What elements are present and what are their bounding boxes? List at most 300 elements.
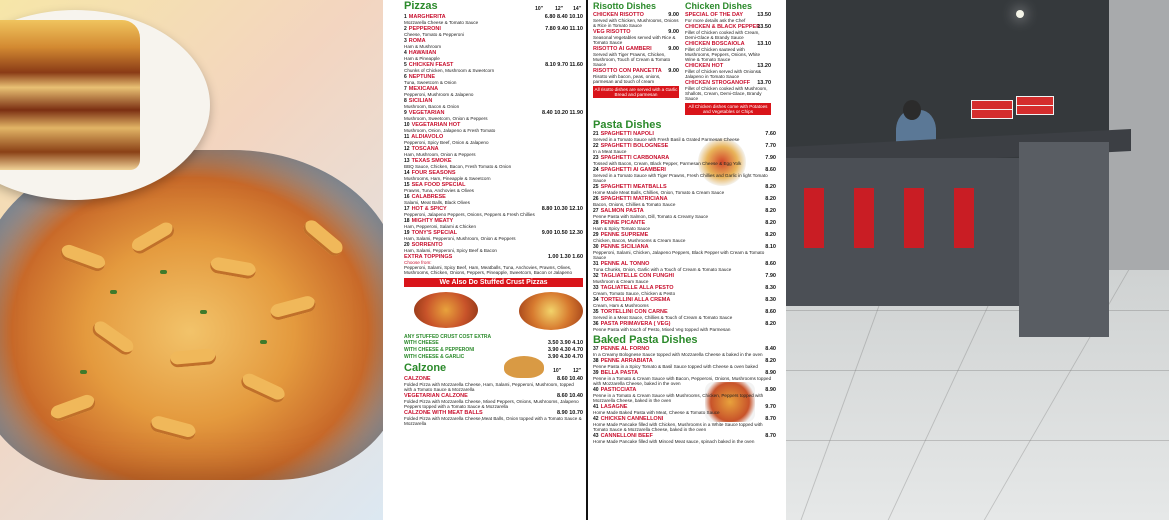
menu-column-left bbox=[404, 0, 583, 427]
stuffed-crust-row bbox=[404, 347, 583, 353]
item-number: 21 bbox=[593, 131, 599, 137]
item-number: 38 bbox=[593, 358, 599, 364]
extra-toppings bbox=[404, 254, 583, 275]
chicken-list bbox=[685, 12, 771, 101]
item-price: 8.20 bbox=[765, 358, 776, 364]
menu-item bbox=[593, 297, 776, 308]
menu-item bbox=[404, 134, 583, 145]
menu-item bbox=[593, 309, 776, 320]
counter-front bbox=[786, 158, 1021, 306]
item-description: Ham, Salami, Pepperoni, Mushroom, Onion & Peppers bbox=[404, 236, 516, 241]
item-name: CHICKEN BOSCAIOLA bbox=[685, 41, 745, 47]
item-number: 24 bbox=[593, 167, 599, 173]
menu-item bbox=[404, 218, 583, 229]
item-number: 9 bbox=[404, 110, 407, 116]
item-description: Home Made Meat Balls, Chillies, Onion, Tomato & Cream Sauce bbox=[593, 190, 725, 195]
item-price: 8.20 bbox=[765, 220, 776, 226]
item-name: CHICKEN STROGANOFF bbox=[685, 80, 751, 86]
floor bbox=[786, 270, 1169, 520]
item-name: TOSCANA bbox=[411, 146, 439, 152]
extra-toppings-choose: Choose from: bbox=[404, 260, 432, 265]
stuffed-crust-prices: 3.50 3.90 4.10 bbox=[547, 340, 583, 346]
item-price: 9.00 bbox=[668, 12, 679, 18]
item-description: Prawns, Tuna, Anchovies & Olives bbox=[404, 188, 474, 193]
item-name: TAGLIATELLE ALLA PESTO bbox=[600, 285, 674, 291]
item-name: SICILIAN bbox=[408, 98, 433, 104]
item-price: 13.50 bbox=[757, 12, 771, 18]
menu-item bbox=[593, 370, 776, 386]
item-name: SPECIAL OF THE DAY bbox=[685, 12, 744, 18]
item-description: Tuna Chunks, Onion, Garlic with a Touch of Cream & Tomato Sauce bbox=[593, 267, 732, 272]
menu-item bbox=[685, 12, 771, 23]
item-description: Penne Pasta with Salmon, Dill, Tomato & Creamy Sauce bbox=[593, 214, 709, 219]
stuffed-crust-label: WITH CHEESE bbox=[404, 340, 439, 346]
extra-toppings-desc: Pepperoni, Salami, Spicy Beef, Ham, Meatballs, Tuna, Anchovies, Prawns, Olives, Mushrooms, Chicken, Onions, Peppers, Pineapple, Sweetcorn, Bacon or Jalapeno bbox=[404, 265, 573, 275]
menu-item bbox=[593, 12, 679, 28]
item-number: 28 bbox=[593, 220, 599, 226]
item-name: HOT & SPICY bbox=[411, 206, 447, 212]
extra-toppings-label: EXTRA TOPPINGS bbox=[404, 254, 453, 260]
item-number: 3 bbox=[404, 38, 407, 44]
menu-item bbox=[404, 242, 583, 253]
item-description: Risotto with bacon, peas, onions, parmesan and touch of cream bbox=[593, 74, 661, 84]
menu-item bbox=[404, 230, 583, 241]
stuffed-crust-label: WITH CHEESE & GARLIC bbox=[404, 354, 465, 360]
menu-item bbox=[404, 194, 583, 205]
item-name: TONY'S SPECIAL bbox=[411, 230, 458, 236]
menu-item bbox=[404, 393, 583, 409]
item-description: Cream, Ham & Mushrooms bbox=[593, 303, 649, 308]
item-name: PASTA PRIMAVERA ( VEG) bbox=[600, 321, 671, 327]
menu-item bbox=[593, 416, 776, 432]
menu-item bbox=[404, 86, 583, 97]
menu-item bbox=[593, 46, 679, 67]
menu-item bbox=[593, 208, 776, 219]
item-description: Chicken, Bacon, Mushrooms & Cream Sauce bbox=[593, 238, 686, 243]
item-description: Cream, Tomato Sauce, Chicken & Pesto bbox=[593, 291, 676, 296]
item-number: 2 bbox=[404, 26, 407, 32]
stuffed-crust-banner: We Also Do Stuffed Crust Pizzas bbox=[404, 278, 583, 287]
stuffed-crust-row bbox=[404, 340, 583, 346]
item-description: Mushroom, Sweetcorn, Onion & Peppers bbox=[404, 116, 488, 121]
item-description: Served in a Tomato Sauce with Fresh Basil & Grated Parmesan Cheese bbox=[593, 137, 740, 142]
item-number: 15 bbox=[404, 182, 410, 188]
calzone-size-12: 12" bbox=[573, 368, 581, 374]
menu-divider bbox=[586, 0, 588, 520]
item-number: 23 bbox=[593, 155, 599, 161]
item-price: 8.90 bbox=[765, 387, 776, 393]
item-price: 9.00 10.50 12.30 bbox=[541, 230, 583, 236]
item-description: Salami, Meat Balls, Black Olives bbox=[404, 200, 470, 205]
item-name: PENNE AL FORNO bbox=[600, 346, 650, 352]
item-number: 41 bbox=[593, 404, 599, 410]
pizzas-title: Pizzas bbox=[404, 0, 438, 12]
menu-item bbox=[404, 26, 583, 37]
item-description: Penne Pasta with touch of Pesto, Mixed Veg topped with Parmesan bbox=[593, 327, 731, 332]
pizzeria-counter-photo bbox=[786, 0, 1169, 520]
chicken-title: Chicken Dishes bbox=[685, 1, 753, 11]
calzone-image bbox=[504, 356, 544, 378]
calzone-list bbox=[404, 376, 583, 426]
item-name: TEXAS SMOKE bbox=[411, 158, 452, 164]
item-price: 8.60 bbox=[765, 261, 776, 267]
item-price: 8.70 bbox=[765, 416, 776, 422]
item-price: 8.60 10.40 bbox=[557, 376, 583, 382]
chicken-note: All Chicken dishes come with Potatoes and Vegetables or Chips bbox=[685, 103, 771, 115]
item-description: Ham, Pepperoni, Salami & Chicken bbox=[404, 224, 477, 229]
red-panel bbox=[804, 188, 824, 248]
chicken-section bbox=[685, 0, 771, 115]
item-number: 43 bbox=[593, 433, 599, 439]
item-name: PENNE AL TONNO bbox=[600, 261, 650, 267]
item-name: TAGLIATELLE CON FUNGHI bbox=[600, 273, 674, 279]
stuffed-crust-list bbox=[404, 340, 583, 360]
red-panel bbox=[954, 188, 974, 248]
pizza-list bbox=[404, 14, 583, 253]
item-description: Served in a Tomato Sauce with Tiger Prawns, Fresh Chillies and Garlic in light Tomato Sauce bbox=[593, 173, 768, 183]
item-number: 37 bbox=[593, 346, 599, 352]
item-number: 35 bbox=[593, 309, 599, 315]
item-description: Served in a Meat Sauce, Chillies & Touch of Cream & Tomato Sauce bbox=[593, 315, 733, 320]
item-price: 8.90 10.70 bbox=[557, 410, 583, 416]
item-description: Penne Pasta in a Spicy Tomato & Basil Sauce topped with Cheese & oven baked bbox=[593, 364, 758, 369]
item-name: PASTICCIATA bbox=[600, 387, 637, 393]
item-name: HAWAIIAN bbox=[408, 50, 437, 56]
menu-item bbox=[593, 155, 776, 166]
item-price: 8.90 bbox=[765, 370, 776, 376]
pasta-list bbox=[593, 131, 776, 332]
menu-item bbox=[404, 376, 583, 392]
item-description: Penne in a Tomato & Cream Sauce with Bacon, Pepperoni, Onions, Mushrooms topped with Mozzarella Cheese, baked in the oven bbox=[593, 376, 772, 386]
menu-item bbox=[593, 358, 776, 369]
red-panel bbox=[854, 188, 874, 248]
item-price: 8.20 bbox=[765, 196, 776, 202]
red-panel bbox=[904, 188, 924, 248]
item-price: 8.20 bbox=[765, 321, 776, 327]
menu-item bbox=[404, 110, 583, 121]
item-description: Home Made Pancake filled with Chicken, Mushrooms in a White Sauce topped with Tomato Sauce & Mozzarella Cheese, baked in the oven bbox=[593, 422, 763, 432]
item-price: 8.20 bbox=[765, 184, 776, 190]
pizza-box bbox=[1016, 105, 1054, 115]
menu-item bbox=[404, 122, 583, 133]
size-10: 10" bbox=[535, 6, 543, 12]
staff-head bbox=[903, 100, 921, 120]
lasagna-slice bbox=[0, 20, 140, 170]
item-description: Ham, Mushroom, Onion & Peppers bbox=[404, 152, 476, 157]
item-description: Home Made Baked Pasta with Meat, Cheese & Tomato Sauce bbox=[593, 410, 720, 415]
item-name: ALDIAVOLO bbox=[411, 134, 444, 140]
item-name: PENNE ARRABIATA bbox=[600, 358, 653, 364]
item-price: 9.00 bbox=[668, 29, 679, 35]
menu-item bbox=[593, 387, 776, 403]
item-name: MEXICANA bbox=[408, 86, 439, 92]
pizza-image-right bbox=[519, 292, 583, 330]
item-name: VEGETARIAN HOT bbox=[411, 122, 461, 128]
item-name: VEGETARIAN CALZONE bbox=[404, 393, 468, 399]
item-number: 25 bbox=[593, 184, 599, 190]
item-description: Pepperoni, Mushroom & Jalapeno bbox=[404, 92, 474, 97]
stuffed-crust-row bbox=[404, 354, 583, 360]
item-name: TORTELLINI CON CARNE bbox=[600, 309, 668, 315]
item-price: 7.90 bbox=[765, 155, 776, 161]
item-name: SPAGHETTI AI GAMBERI bbox=[600, 167, 666, 173]
item-description: Ham & Pineapple bbox=[404, 56, 440, 61]
menu-item bbox=[404, 170, 583, 181]
item-number: 4 bbox=[404, 50, 407, 56]
item-description: Folded Pizza with Mozzarella Cheese, Ham, Salami, Pepperoni, Mushroom, topped with a Tomato Sauce & Mozzarella bbox=[404, 382, 574, 392]
item-description: Pepperoni, Salami, Chicken, Jalapeno Peppers, Black Pepper with Cream & Tomato Sauce bbox=[593, 250, 765, 260]
item-price: 13.10 bbox=[757, 41, 771, 47]
item-price: 8.70 bbox=[765, 433, 776, 439]
item-name: PEPPERONI bbox=[408, 26, 441, 32]
pasta-title: Pasta Dishes bbox=[593, 119, 662, 131]
ceiling-light bbox=[1016, 10, 1024, 18]
item-name: VEG RISOTTO bbox=[593, 29, 631, 35]
item-name: RISOTTO CON PANCETTA bbox=[593, 68, 662, 74]
item-description: Ham, Salami, Pepperoni, Spicy Beef & Bacon bbox=[404, 248, 497, 253]
item-number: 22 bbox=[593, 143, 599, 149]
menu-item bbox=[593, 404, 776, 415]
item-description: Mushroom & Cream Sauce bbox=[593, 279, 649, 284]
item-description: Folded Pizza with Mozzarella Cheese,Meat Balls, Onion topped with a Tomato Sauce & Mozzarella bbox=[404, 416, 582, 426]
item-number: 13 bbox=[404, 158, 410, 164]
pizza-box bbox=[971, 109, 1013, 119]
item-description: BBQ Sauce, Chicken, Bacon, Fresh Tomato & Onion bbox=[404, 164, 512, 169]
item-price: 8.30 bbox=[765, 285, 776, 291]
size-12: 12" bbox=[555, 6, 563, 12]
item-price: 8.30 bbox=[765, 297, 776, 303]
item-price: 8.10 9.70 11.60 bbox=[545, 62, 583, 68]
item-price: 8.20 bbox=[765, 208, 776, 214]
item-number: 12 bbox=[404, 146, 410, 152]
item-description: For more details ask the Chef bbox=[685, 18, 746, 23]
item-description: Home Made Pancake filled with Minced Meat sauce, spinach baked in the oven bbox=[593, 439, 755, 444]
item-name: NEPTUNE bbox=[408, 74, 436, 80]
item-name: MARGHERITA bbox=[408, 14, 446, 20]
item-name: SORRENTO bbox=[411, 242, 443, 248]
menu-item bbox=[593, 68, 679, 84]
item-name: SPAGHETTI CARBONARA bbox=[600, 155, 670, 161]
menu-item bbox=[685, 63, 771, 79]
item-number: 8 bbox=[404, 98, 407, 104]
item-description: Mushroom, Onion, Jalapeno & Fresh Tomato bbox=[404, 128, 496, 133]
menu-column-right bbox=[593, 0, 776, 445]
item-number: 6 bbox=[404, 74, 407, 80]
item-name: CALABRESE bbox=[411, 194, 446, 200]
item-number: 17 bbox=[404, 206, 410, 212]
menu-item bbox=[404, 62, 583, 73]
item-price: 8.60 bbox=[765, 167, 776, 173]
menu-item bbox=[593, 232, 776, 243]
menu-item bbox=[593, 273, 776, 284]
menu-item bbox=[404, 146, 583, 157]
item-name: CALZONE bbox=[404, 376, 431, 382]
item-name: SPAGHETTI MEATBALLS bbox=[600, 184, 667, 190]
item-name: SPAGHETTI MATRICIANA bbox=[600, 196, 668, 202]
item-description: Tuna, Sweetcorn & Onion bbox=[404, 80, 457, 85]
risotto-list bbox=[593, 12, 679, 84]
menu-item bbox=[404, 182, 583, 193]
item-name: SPAGHETTI BOLOGNESE bbox=[600, 143, 669, 149]
item-description: Seasonal Vegetables served with Rice & Tomato Sauce bbox=[593, 35, 676, 45]
item-name: SPAGHETTI NAPOLI bbox=[600, 131, 654, 137]
item-price: 8.60 bbox=[765, 309, 776, 315]
menu-item bbox=[593, 285, 776, 296]
item-number: 31 bbox=[593, 261, 599, 267]
item-name: ROMA bbox=[408, 38, 426, 44]
size-14: 14" bbox=[573, 6, 581, 12]
item-name: MIGHTY MEATY bbox=[411, 218, 454, 224]
item-number: 7 bbox=[404, 86, 407, 92]
baked-title: Baked Pasta Dishes bbox=[593, 334, 698, 346]
item-number: 16 bbox=[404, 194, 410, 200]
item-description: Fillet of Chicken cooked with Mushroom, Shallots, Cream, Demi-Glace, Brandy Sauce bbox=[685, 86, 768, 101]
item-description: Pepperoni, Jalapeno Peppers, Onions, Peppers & Fresh Chillies bbox=[404, 212, 535, 217]
item-description: Tossed with Bacon, Cream, Black Pepper, Parmesan Cheese & Egg Yolk bbox=[593, 161, 742, 166]
menu-item bbox=[404, 158, 583, 169]
item-description: Fillet of Chicken served with Onions& Jalapeno in Tomato Sauce bbox=[685, 69, 762, 79]
item-description: Pepperoni, Spicy Beef, Onion & Jalapeno bbox=[404, 140, 489, 145]
item-number: 19 bbox=[404, 230, 410, 236]
menu-item bbox=[593, 143, 776, 154]
item-name: TORTELLINI ALLA CREMA bbox=[600, 297, 671, 303]
menu-item bbox=[685, 41, 771, 62]
item-name: LASAGNE bbox=[600, 404, 628, 410]
item-description: Fillet of Chicken cooked with Cream, Demi-Glace & Brandy Sauce bbox=[685, 30, 760, 40]
item-name: CHICKEN HOT bbox=[685, 63, 724, 69]
item-number: 27 bbox=[593, 208, 599, 214]
item-name: VEGETARIAN bbox=[408, 110, 445, 116]
item-number: 5 bbox=[404, 62, 407, 68]
pizza-image-left bbox=[414, 292, 478, 328]
item-name: CHICKEN FEAST bbox=[408, 62, 454, 68]
item-description: Ham & Mushroom bbox=[404, 44, 442, 49]
risotto-note: All risotto dishes are served with a Garlic Bread and parmesan bbox=[594, 87, 678, 97]
item-number: 1 bbox=[404, 14, 407, 20]
item-number: 40 bbox=[593, 387, 599, 393]
item-price: 13.20 bbox=[757, 63, 771, 69]
item-description: Folded Pizza with Mozzarella Cheese, Mixed Peppers, Onions, Mushrooms, Jalapeno Peppers topped with a Tomato Sauce & Mozzarella bbox=[404, 399, 579, 409]
calzone-size-10: 10" bbox=[553, 368, 561, 374]
item-name: CANNELLONI BEEF bbox=[600, 433, 653, 439]
item-number: 18 bbox=[404, 218, 410, 224]
risotto-title: Risotto Dishes bbox=[593, 1, 657, 11]
item-number: 42 bbox=[593, 416, 599, 422]
item-name: PENNE SICILIANA bbox=[600, 244, 649, 250]
item-number: 26 bbox=[593, 196, 599, 202]
menu-item bbox=[593, 131, 776, 142]
item-price: 7.60 bbox=[765, 131, 776, 137]
item-number: 20 bbox=[404, 242, 410, 248]
menu-item bbox=[593, 346, 776, 357]
item-description: In a Meat Sauce bbox=[593, 149, 627, 154]
item-name: PENNE PICANTE bbox=[600, 220, 646, 226]
menu-item bbox=[593, 321, 776, 332]
item-price: 8.80 10.30 12.10 bbox=[541, 206, 583, 212]
item-description: Served with Chicken, Mushrooms, Onions & Rice in Tomato Sauce bbox=[593, 18, 679, 28]
item-name: CHICKEN RISOTTO bbox=[593, 12, 644, 18]
item-description: Ham & Spicy Tomato Sauce bbox=[593, 226, 651, 231]
item-price: 6.80 8.40 10.10 bbox=[544, 14, 583, 20]
item-name: BELLA PASTA bbox=[600, 370, 639, 376]
menu-item bbox=[404, 206, 583, 217]
stuffed-crust-title: ANY STUFFED CRUST COST EXTRA bbox=[404, 334, 492, 340]
menu-item bbox=[404, 410, 583, 426]
item-name: FOUR SEASONS bbox=[411, 170, 456, 176]
menu-item bbox=[593, 433, 776, 444]
item-name: RISOTTO AI GAMBERI bbox=[593, 46, 652, 52]
item-description: Chunks of Chicken, Mushroom & Sweetcorn bbox=[404, 68, 495, 73]
item-price: 8.40 10.20 11.90 bbox=[542, 110, 583, 116]
menu-item bbox=[404, 98, 583, 109]
item-price: 7.70 bbox=[765, 143, 776, 149]
menu-item bbox=[593, 196, 776, 207]
item-name: CALZONE WITH MEAT BALLS bbox=[404, 410, 483, 416]
item-description: Penne in a Tomato & Cream Sauce with Mushrooms, Chicken, Peppers topped with Mozzarella Cheese, baked in the oven bbox=[593, 393, 764, 403]
menu-item bbox=[404, 14, 583, 25]
item-number: 11 bbox=[404, 134, 410, 140]
item-description: Cheese, Tomato & Pepperoni bbox=[404, 32, 464, 37]
item-price: 9.70 bbox=[765, 404, 776, 410]
item-price: 7.90 bbox=[765, 273, 776, 279]
item-number: 32 bbox=[593, 273, 599, 279]
item-price: 8.60 10.40 bbox=[557, 393, 583, 399]
stuffed-crust-prices: 3.90 4.30 4.70 bbox=[547, 354, 583, 360]
item-description: Mozzarella Cheese & Tomato Sauce bbox=[404, 20, 479, 25]
menu-item bbox=[404, 50, 583, 61]
lasagna-pasta-photo bbox=[0, 0, 383, 520]
extra-toppings-prices: 1.00 1.30 1.60 bbox=[547, 254, 583, 260]
item-description: Bacon, Onions, Chillies & Tomato Sauce bbox=[593, 202, 676, 207]
menu-sheet bbox=[383, 0, 786, 520]
item-name: CHICKEN & BLACK PEPPER bbox=[685, 24, 761, 30]
item-number: 36 bbox=[593, 321, 599, 327]
item-description: Mushrooms, Ham, Pineapple & Sweetcorn bbox=[404, 176, 491, 181]
risotto-section bbox=[593, 0, 679, 115]
menu-item bbox=[593, 244, 776, 260]
item-description: Mushroom, Bacon & Onion bbox=[404, 104, 460, 109]
item-number: 34 bbox=[593, 297, 599, 303]
stuffed-crust-prices: 3.90 4.30 4.70 bbox=[547, 347, 583, 353]
item-price: 8.10 bbox=[765, 244, 776, 250]
item-number: 10 bbox=[404, 122, 410, 128]
menu-item bbox=[593, 167, 776, 183]
stuffed-crust-label: WITH CHEESE & PEPPERONI bbox=[404, 347, 475, 353]
item-price: 8.40 bbox=[765, 346, 776, 352]
item-name: SEA FOOD SPECIAL bbox=[411, 182, 466, 188]
item-price: 9.00 bbox=[668, 68, 679, 74]
item-price: 7.80 9.40 11.10 bbox=[545, 26, 583, 32]
menu-item bbox=[593, 261, 776, 272]
menu-item bbox=[593, 29, 679, 45]
calzone-title: Calzone bbox=[404, 362, 447, 374]
item-number: 33 bbox=[593, 285, 599, 291]
menu-item bbox=[404, 74, 583, 85]
menu-item bbox=[593, 184, 776, 195]
item-description: Served with Tiger Prawns, Chicken, Mushroom, Touch of Cream & Tomato Sauce bbox=[593, 52, 671, 67]
menu-item bbox=[593, 220, 776, 231]
item-description: In a Creamy Bolognese Sauce topped with Mozzarella Cheese & baked in the oven bbox=[593, 352, 763, 357]
item-name: PENNE SUPREME bbox=[600, 232, 649, 238]
item-price: 13.50 bbox=[757, 24, 771, 30]
item-number: 14 bbox=[404, 170, 410, 176]
item-number: 39 bbox=[593, 370, 599, 376]
item-price: 13.70 bbox=[757, 80, 771, 86]
item-number: 30 bbox=[593, 244, 599, 250]
item-name: CHICKEN CANNELLONI bbox=[600, 416, 664, 422]
baked-list bbox=[593, 346, 776, 444]
item-number: 29 bbox=[593, 232, 599, 238]
